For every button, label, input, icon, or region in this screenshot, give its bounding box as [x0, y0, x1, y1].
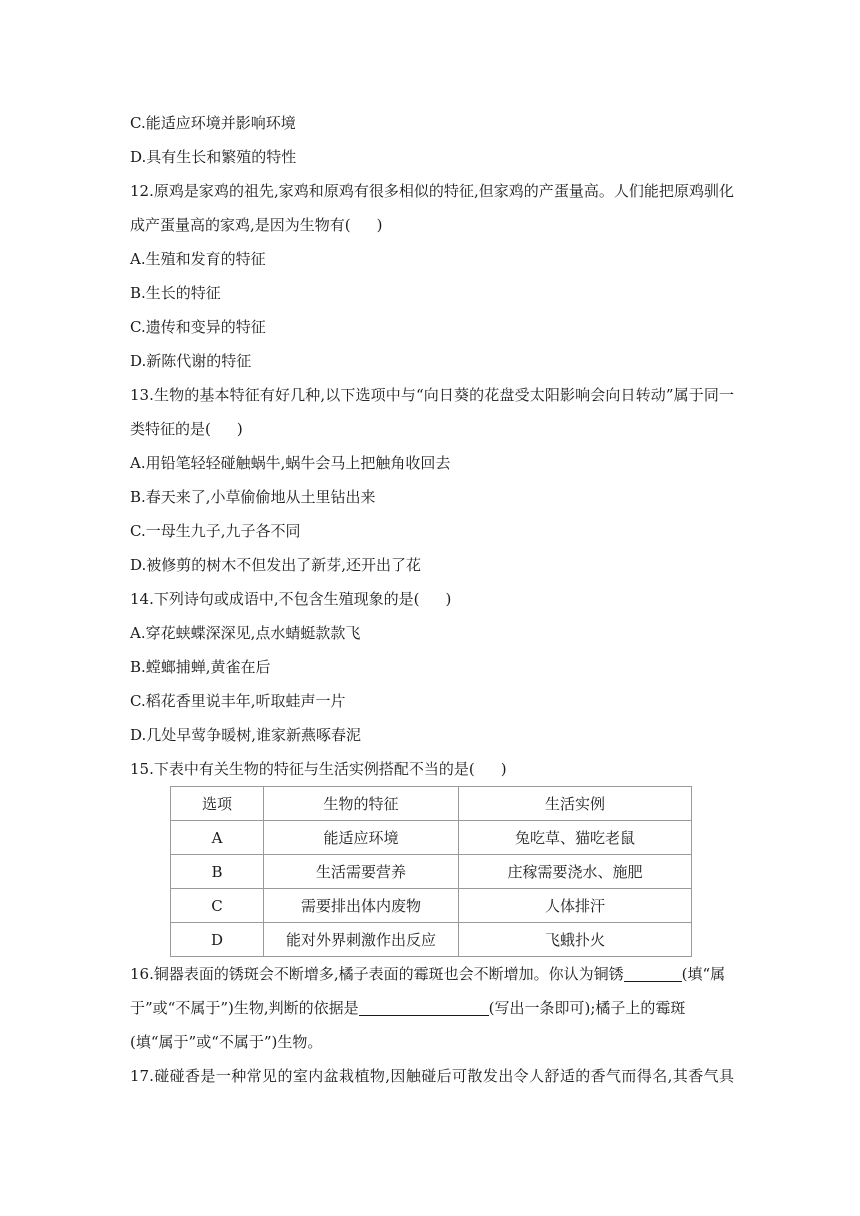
q17-line1: 17.碰碰香是一种常见的室内盆栽植物,因触碰后可散发出令人舒适的香气而得名,其香气具: [130, 1067, 734, 1085]
document-page: [130, 106, 734, 1093]
table-header-cell: 选项: [171, 787, 264, 821]
table-cell: 人体排汗: [459, 889, 692, 923]
table-row: [171, 821, 692, 855]
table-cell: 生活需要营养: [264, 855, 459, 889]
q13-stem-line2: [130, 412, 734, 446]
q13-option-d: D.被修剪的树木不但发出了新芽,还开出了花: [130, 556, 422, 574]
q15-table: [170, 786, 692, 957]
table-cell: C: [171, 889, 264, 923]
q16-text: 于”或“不属于”)生物,判断的依据是: [130, 999, 359, 1017]
q14-option-d: D.几处早莺争暖树,谁家新燕啄春泥: [130, 726, 362, 744]
q12-stem-close: ): [376, 216, 383, 234]
q14-stem: [130, 582, 734, 616]
q13-option-a: A.用铅笔轻轻碰触蜗牛,蜗牛会马上把触角收回去: [130, 454, 451, 472]
table-cell: 飞蛾扑火: [459, 923, 692, 957]
q14-option-b: B.螳螂捕蝉,黄雀在后: [130, 658, 271, 676]
q12-option-c: C.遗传和变异的特征: [130, 318, 266, 336]
table-cell: A: [171, 821, 264, 855]
q13-option-c: C.一母生九子,九子各不同: [130, 522, 301, 540]
q15-stem: [130, 752, 734, 786]
answer-blank: [624, 965, 682, 982]
q16-line2: [130, 991, 734, 1025]
table-header-row: [171, 787, 692, 821]
q11-option-d: D.具有生长和繁殖的特性: [130, 148, 297, 166]
q14-stem-text: 14.下列诗句或成语中,不包含生殖现象的是(: [130, 590, 420, 608]
table-row: [171, 889, 692, 923]
q11-option-c: C.能适应环境并影响环境: [130, 114, 296, 132]
q16-line1: [130, 957, 734, 991]
q16-text: (写出一条即可);橘子上的霉斑: [488, 999, 686, 1017]
table-cell: D: [171, 923, 264, 957]
q13-option-b: B.春天来了,小草偷偷地从土里钻出来: [130, 488, 376, 506]
table-cell: B: [171, 855, 264, 889]
q15-stem-close: ): [500, 760, 507, 778]
q13-stem-text: 类特征的是(: [130, 420, 211, 438]
q13-stem-close: ): [236, 420, 243, 438]
table-header-cell: 生物的特征: [264, 787, 459, 821]
table-row: [171, 923, 692, 957]
table-cell: 兔吃草、猫吃老鼠: [459, 821, 692, 855]
q16-text: (填“属: [681, 965, 726, 983]
q12-option-d: D.新陈代谢的特征: [130, 352, 252, 370]
q12-stem-line2: [130, 208, 734, 242]
table-header-cell: 生活实例: [459, 787, 692, 821]
q15-stem-text: 15.下表中有关生物的特征与生活实例搭配不当的是(: [130, 760, 475, 778]
answer-blank: [359, 999, 489, 1016]
q12-option-b: B.生长的特征: [130, 284, 221, 302]
table-cell: 能适应环境: [264, 821, 459, 855]
q16-line3: (填“属于”或“不属于”)生物。: [130, 1033, 323, 1051]
q14-option-c: C.稻花香里说丰年,听取蛙声一片: [130, 692, 346, 710]
table-cell: 庄稼需要浇水、施肥: [459, 855, 692, 889]
q12-stem-line1: 12.原鸡是家鸡的祖先,家鸡和原鸡有很多相似的特征,但家鸡的产蛋量高。人们能把原鸡驯化: [130, 182, 734, 200]
q14-stem-close: ): [445, 590, 452, 608]
q14-option-a: A.穿花蛱蝶深深见,点水蜻蜓款款飞: [130, 624, 361, 642]
q12-option-a: A.生殖和发育的特征: [130, 250, 266, 268]
q16-text: 16.铜器表面的锈斑会不断增多,橘子表面的霉斑也会不断增加。你认为铜锈: [130, 965, 624, 983]
q12-stem-text: 成产蛋量高的家鸡,是因为生物有(: [130, 216, 351, 234]
q13-stem-line1: 13.生物的基本特征有好几种,以下选项中与“向日葵的花盘受太阳影响会向日转动”属于同一: [130, 386, 734, 404]
table-cell: 需要排出体内废物: [264, 889, 459, 923]
table-cell: 能对外界刺激作出反应: [264, 923, 459, 957]
table-row: [171, 855, 692, 889]
